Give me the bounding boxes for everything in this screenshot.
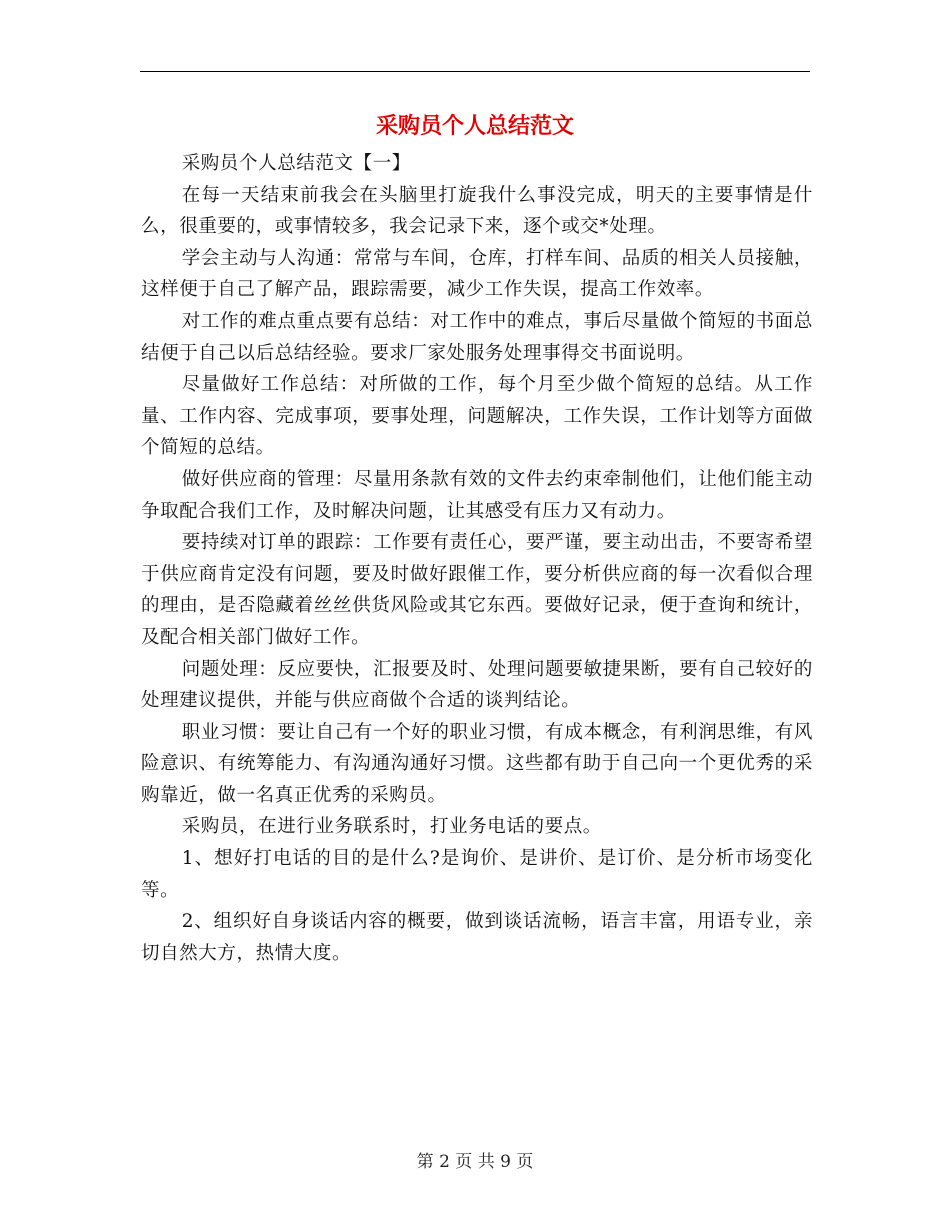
paragraph-11: 1、想好打电话的目的是什么?是询价、是讲价、是订价、是分析市场变化等。 [141,848,813,901]
page-title: 采购员个人总结范文 [375,113,574,139]
paragraph-6: 做好供应商的管理：尽量用条款有效的文件去约束牵制他们，让他们能主动争取配合我们工作，及时解决问题，让其感受有压力又有动力。 [141,468,813,522]
paragraph-3: 学会主动与人沟通：常常与车间，仓库，打样车间、品质的相关人员接触，这样便于自己了解产品，跟踪需要，减少工作失误，提高工作效率。 [141,247,813,301]
paragraph-8: 问题处理：反应要快，汇报要及时、处理问题要敏捷果断，要有自己较好的处理建议提供，并能与供应商做个合适的谈判结论。 [141,658,813,712]
header-rule [140,71,810,72]
paragraph-12: 2、组织好自身谈话内容的概要，做到谈话流畅，语言丰富，用语专业，亲切自然大方，热情大度。 [141,911,813,964]
paragraph-2: 在每一天结束前我会在头脑里打旋我什么事没完成，明天的主要事情是什么，很重要的，或事情较多，我会记录下来，逐个或交*处理。 [141,184,813,238]
paragraph-4: 对工作的难点重点要有总结：对工作中的难点，事后尽量做个简短的书面总结便于自己以后总结经验。要求厂家处服务处理事得交书面说明。 [141,310,813,364]
paragraph-1: 采购员个人总结范文【一】 [181,153,411,174]
paragraph-9: 职业习惯：要让自己有一个好的职业习惯，有成本概念，有利润思维，有风险意识、有统筹能力、有沟通沟通好习惯。这些都有助于自己向一个更优秀的采购靠近，做一名真正优秀的采购员。 [141,721,813,806]
paragraph-7: 要持续对订单的跟踪：工作要有责任心，要严谨，要主动出击，不要寄希望于供应商肯定没有问题，要及时做好跟催工作，要分析供应商的每一次看似合理的理由，是否隐藏着丝丝供货风险或其它东西。要做好记录，便于查询和统计，及配合相关部门做好工作。 [141,532,813,648]
page-number: 第 2 页 共 9 页 [416,1152,534,1172]
document-body [141,148,813,969]
paragraph-5: 尽量做好工作总结：对所做的工作，每个月至少做个简短的总结。从工作量、工作内容、完成事项，要事处理，问题解决，工作失误，工作计划等方面做个简短的总结。 [141,374,813,459]
paragraph-10: 采购员，在进行业务联系时，打业务电话的要点。 [181,816,602,838]
